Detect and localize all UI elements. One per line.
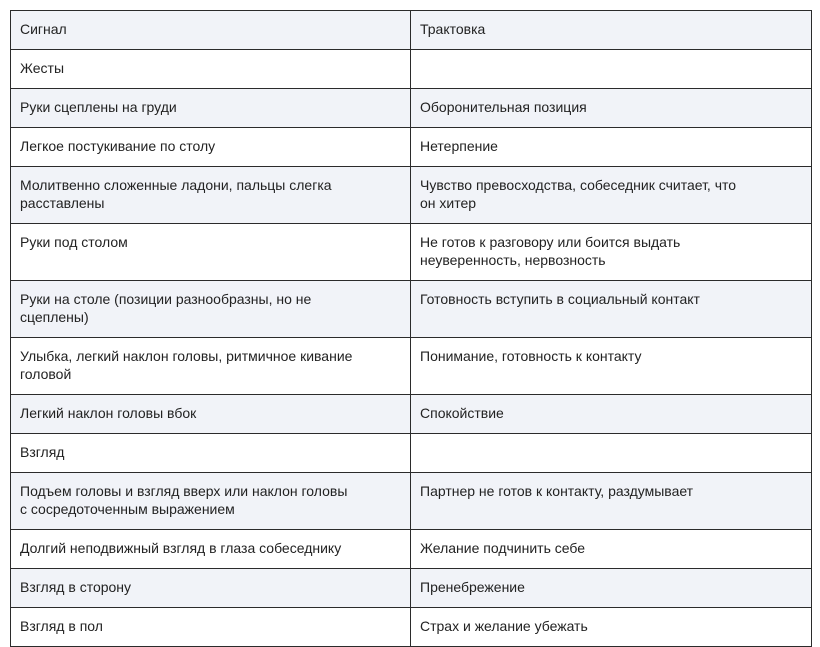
- header-interpretation-text: Трактовка: [420, 21, 486, 37]
- signal-cell: [11, 473, 411, 530]
- signal-text: Улыбка, легкий наклон головы, ритмичное кивание головой: [20, 348, 353, 382]
- table-row: [11, 128, 812, 167]
- interpretation-cell: [411, 50, 812, 89]
- table-row: [11, 434, 812, 473]
- signal-text: Легкий наклон головы вбок: [20, 405, 197, 421]
- signal-cell: [11, 395, 411, 434]
- interpretation-text: Желание подчинить себе: [420, 540, 586, 556]
- signal-text: Долгий неподвижный взгляд в глаза собеседнику: [20, 540, 342, 556]
- table-header-row: [11, 11, 812, 50]
- header-signal: [11, 11, 411, 50]
- interpretation-text: Страх и желание убежать: [420, 618, 588, 634]
- signal-cell: [11, 569, 411, 608]
- interpretation-text: Готовность вступить в социальный контакт: [420, 291, 700, 307]
- interpretation-cell: [411, 167, 812, 224]
- signal-cell: [11, 281, 411, 338]
- signal-text: Руки под столом: [20, 234, 128, 250]
- signal-cell: [11, 50, 411, 89]
- interpretation-cell: [411, 434, 812, 473]
- signal-cell: [11, 434, 411, 473]
- header-interpretation: [411, 11, 812, 50]
- interpretation-cell: [411, 473, 812, 530]
- interpretation-text: Пренебрежение: [420, 579, 525, 595]
- interpretation-cell: [411, 128, 812, 167]
- table-row: [11, 395, 812, 434]
- signal-text: Жесты: [20, 60, 65, 76]
- interpretation-cell: [411, 89, 812, 128]
- signal-cell: [11, 167, 411, 224]
- table-row: [11, 281, 812, 338]
- interpretation-text: Понимание, готовность к контакту: [420, 348, 642, 364]
- table-row: [11, 50, 812, 89]
- interpretation-text: Чувство превосходства, собеседник считает, что он хитер: [420, 177, 737, 211]
- interpretation-text: Оборонительная позиция: [420, 99, 587, 115]
- signal-cell: [11, 224, 411, 281]
- table-row: [11, 338, 812, 395]
- table-row: [11, 530, 812, 569]
- signal-text: Легкое постукивание по столу: [20, 138, 216, 154]
- signals-table: [10, 10, 812, 647]
- signal-cell: [11, 338, 411, 395]
- signal-cell: [11, 530, 411, 569]
- table-row: [11, 89, 812, 128]
- interpretation-cell: [411, 281, 812, 338]
- signal-text: Молитвенно сложенные ладони, пальцы слегка расставлены: [20, 177, 332, 211]
- interpretation-text: Не готов к разговору или боится выдать неуверенность, нервозность: [420, 234, 681, 268]
- table-row: [11, 569, 812, 608]
- signal-text: Подъем головы и взгляд вверх или наклон головы с сосредоточенным выражением: [20, 483, 348, 517]
- interpretation-cell: [411, 608, 812, 647]
- interpretation-cell: [411, 395, 812, 434]
- signal-text: Руки сцеплены на груди: [20, 99, 177, 115]
- signal-text: Взгляд: [20, 444, 65, 460]
- table-row: [11, 473, 812, 530]
- table-row: [11, 224, 812, 281]
- interpretation-cell: [411, 530, 812, 569]
- table-row: [11, 167, 812, 224]
- interpretation-text: Партнер не готов к контакту, раздумывает: [420, 483, 694, 499]
- signal-text: Руки на столе (позиции разнообразны, но не сцеплены): [20, 291, 312, 325]
- signal-text: Взгляд в сторону: [20, 579, 132, 595]
- interpretation-text: Спокойствие: [420, 405, 504, 421]
- interpretation-cell: [411, 224, 812, 281]
- interpretation-cell: [411, 338, 812, 395]
- interpretation-cell: [411, 569, 812, 608]
- header-signal-text: Сигнал: [20, 21, 67, 37]
- signal-cell: [11, 89, 411, 128]
- signal-cell: [11, 608, 411, 647]
- table-row: [11, 608, 812, 647]
- interpretation-text: Нетерпение: [420, 138, 498, 154]
- signal-text: Взгляд в пол: [20, 618, 103, 634]
- signal-cell: [11, 128, 411, 167]
